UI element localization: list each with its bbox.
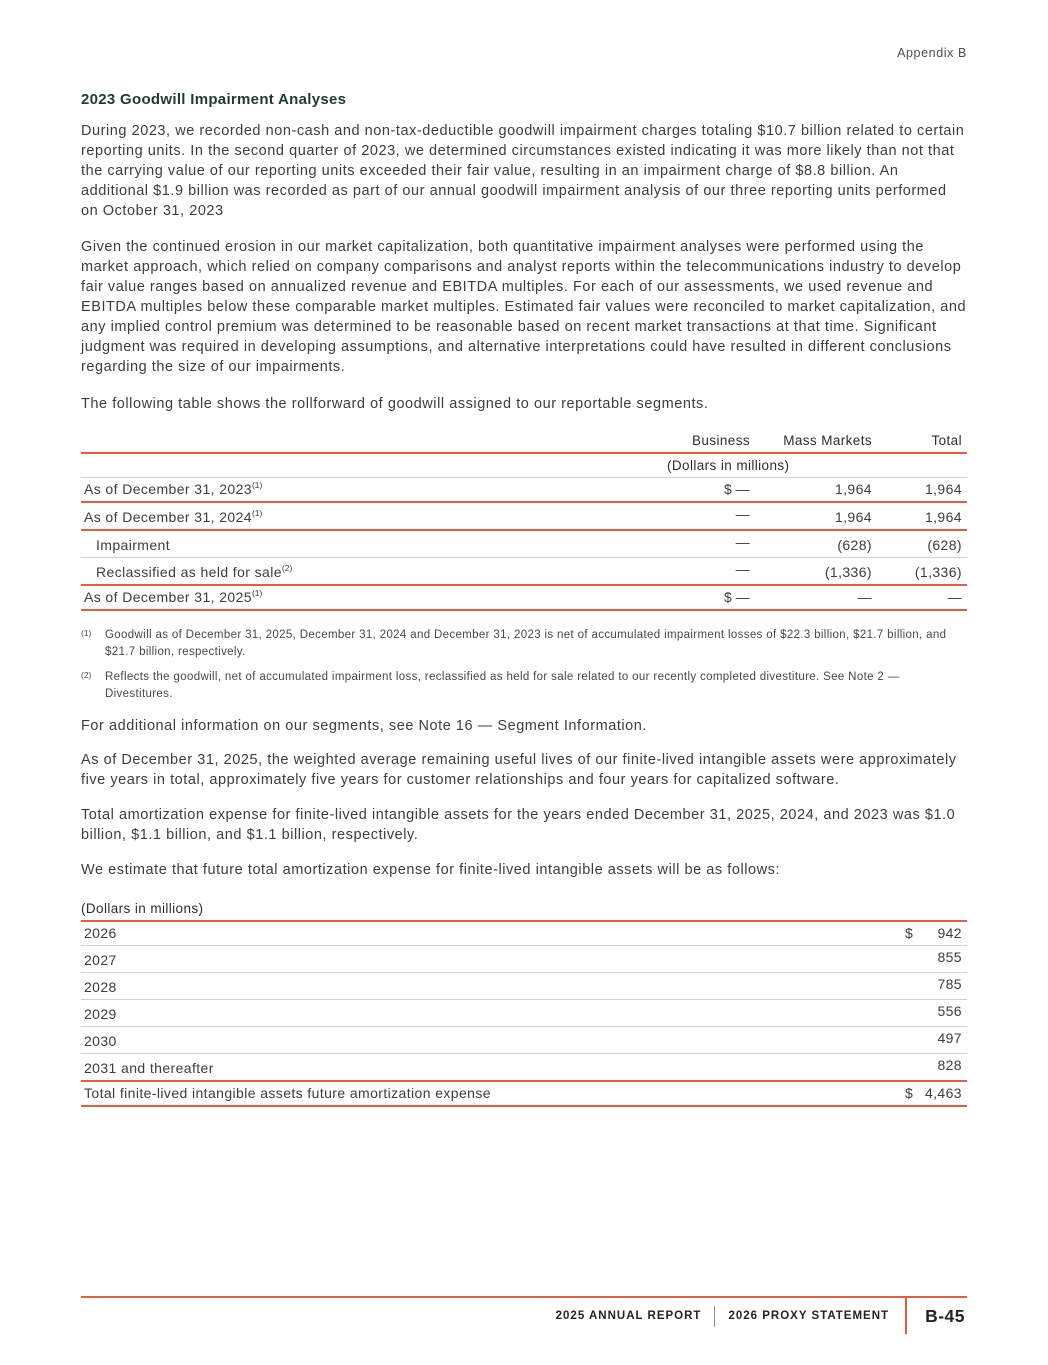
business-value: $ — <box>622 585 752 610</box>
table-row <box>81 1027 967 1054</box>
section-heading: 2023 Goodwill Impairment Analyses <box>81 91 347 108</box>
table-row <box>81 1000 967 1027</box>
row-label <box>81 558 622 586</box>
table-row <box>81 558 967 586</box>
annual-report-label: 2025 ANNUAL REPORT <box>555 1310 702 1322</box>
units-row <box>81 453 967 478</box>
year-label: 2029 <box>81 1000 897 1027</box>
empty-header-cell <box>81 429 622 453</box>
year-label: 2030 <box>81 1027 897 1054</box>
total-value: — <box>874 585 967 610</box>
footnotes <box>81 627 967 702</box>
paragraph-table-intro: The following table shows the rollforward of goodwill assigned to our reportable segments. <box>81 396 709 412</box>
row-label <box>81 478 622 503</box>
amount-value: 497 <box>897 1027 967 1054</box>
business-value: — <box>622 502 752 530</box>
business-value: — <box>622 558 752 586</box>
footnote-text: Reflects the goodwill, net of accumulated impairment loss, reclassified as held for sale related to our recently completed divestiture. See Note 2 — Divestitures. <box>105 671 900 700</box>
mass-markets-value: (1,336) <box>752 558 874 586</box>
table-row <box>81 502 967 530</box>
amount-value: 556 <box>897 1000 967 1027</box>
page-content <box>81 92 967 1107</box>
total-row <box>81 1081 967 1106</box>
total-amount-value: $ 4,463 <box>897 1081 967 1106</box>
table-header-row <box>81 429 967 453</box>
units-note: (Dollars in millions) <box>622 453 967 478</box>
row-label-text: As of December 31, 2023 <box>84 481 252 497</box>
footnote-marker: (1) <box>81 628 92 638</box>
row-label <box>81 530 622 558</box>
amount-value: 828 <box>897 1054 967 1082</box>
row-label-text: Impairment <box>96 537 171 553</box>
footnote-2 <box>81 669 967 702</box>
amortization-table <box>81 897 967 1107</box>
row-label-text: As of December 31, 2025 <box>84 589 252 605</box>
business-value: $ — <box>622 478 752 503</box>
dollar-sign: $ <box>905 925 914 941</box>
goodwill-rollforward-table <box>81 429 967 611</box>
empty-cell <box>81 453 622 478</box>
footnote-1 <box>81 627 967 660</box>
amount-value: 855 <box>897 946 967 973</box>
footnote-ref: (1) <box>251 508 263 518</box>
footer-accent-line <box>905 1298 907 1334</box>
appendix-label: Appendix B <box>897 46 967 60</box>
paragraph-market-approach: Given the continued erosion in our market capitalization, both quantitative impairment analyses were performed using the market approach, which relied on company comparisons and analyst reports within the telecommunications industry to develop fair value ranges based on annualized revenue and EBITDA multiples. For each of our assessments, we used revenue and EBITDA multiples below these comparable market multiples. Estimated fair values were reconciled to market capitalization, and any implied control premium was determined to be reasonable based on recent market transactions at that time. Significant judgment was required in developing assumptions, and alternative interpretations could have resulted in different conclusions regarding the size of our impairments. <box>81 239 967 375</box>
paragraph-amortization-expense: Total amortization expense for finite-lived intangible assets for the years ended December 31, 2025, 2024, and 2023 was $1.0 billion, $1.1 billion, and $1.1 billion, respectively. <box>81 807 956 843</box>
column-header-mass-markets: Mass Markets <box>752 429 874 453</box>
footer <box>81 1296 967 1334</box>
table-row <box>81 530 967 558</box>
proxy-statement-label: 2026 PROXY STATEMENT <box>728 1310 890 1322</box>
mass-markets-value: — <box>752 585 874 610</box>
footnote-ref: (2) <box>281 563 293 573</box>
dollar-sign: $ <box>724 481 733 497</box>
row-label <box>81 585 622 610</box>
dollar-sign: $ <box>905 1085 914 1101</box>
footer-row <box>81 1298 967 1334</box>
total-value: 1,964 <box>874 478 967 503</box>
paragraph-useful-lives: As of December 31, 2025, the weighted average remaining useful lives of our finite-lived intangible assets were approximately five years in total, approximately five years for customer relationships and four years for capitalized software. <box>81 752 957 788</box>
table-header-row <box>81 897 967 921</box>
table-row <box>81 478 967 503</box>
mass-markets-value: 1,964 <box>752 502 874 530</box>
total-row-label: Total finite-lived intangible assets future amortization expense <box>81 1081 897 1106</box>
mass-markets-value: 1,964 <box>752 478 874 503</box>
row-label <box>81 502 622 530</box>
amount-value: 785 <box>897 973 967 1000</box>
units-note: (Dollars in millions) <box>81 897 967 921</box>
table-row <box>81 973 967 1000</box>
footnote-marker: (2) <box>81 670 92 680</box>
footnote-text: Goodwill as of December 31, 2025, December 31, 2024 and December 31, 2023 is net of accumulated impairment losses of $22.3 billion, $21.7 billion, and $21.7 billion, respectively. <box>105 629 947 658</box>
total-value: (1,336) <box>874 558 967 586</box>
total-value: 1,964 <box>874 502 967 530</box>
mass-markets-value: (628) <box>752 530 874 558</box>
table-row <box>81 946 967 973</box>
year-label: 2026 <box>81 921 897 946</box>
dollar-sign: $ <box>724 589 733 605</box>
year-label: 2027 <box>81 946 897 973</box>
table-row <box>81 1054 967 1082</box>
total-value: (628) <box>874 530 967 558</box>
year-label: 2028 <box>81 973 897 1000</box>
year-label: 2031 and thereafter <box>81 1054 897 1082</box>
row-label-text: As of December 31, 2024 <box>84 509 252 525</box>
table-row <box>81 921 967 946</box>
paragraph-segments-note: For additional information on our segments, see Note 16 — Segment Information. <box>81 718 647 734</box>
table-row <box>81 585 967 610</box>
paragraph-estimate-intro: We estimate that future total amortization expense for finite-lived intangible assets will be as follows: <box>81 862 781 878</box>
business-value: — <box>622 530 752 558</box>
footnote-ref: (1) <box>251 588 263 598</box>
page-number: B-45 <box>925 1305 965 1326</box>
paragraph-impairment-charges: During 2023, we recorded non-cash and non-tax-deductible goodwill impairment charges totaling $10.7 billion related to certain reporting units. In the second quarter of 2023, we determined circumstances existed indicating it was more likely than not that the carrying value of our reporting units exceeded their fair value, resulting in an impairment charge of $8.8 billion. An additional $1.9 billion was recorded as part of our annual goodwill impairment analysis of our three reporting units performed on October 31, 2023 <box>81 123 965 219</box>
footnote-ref: (1) <box>251 480 263 490</box>
amount-value: $ 942 <box>897 921 967 946</box>
column-header-total: Total <box>874 429 967 453</box>
row-label-text: Reclassified as held for sale <box>96 564 282 580</box>
column-header-business: Business <box>622 429 752 453</box>
footer-divider <box>714 1306 715 1327</box>
